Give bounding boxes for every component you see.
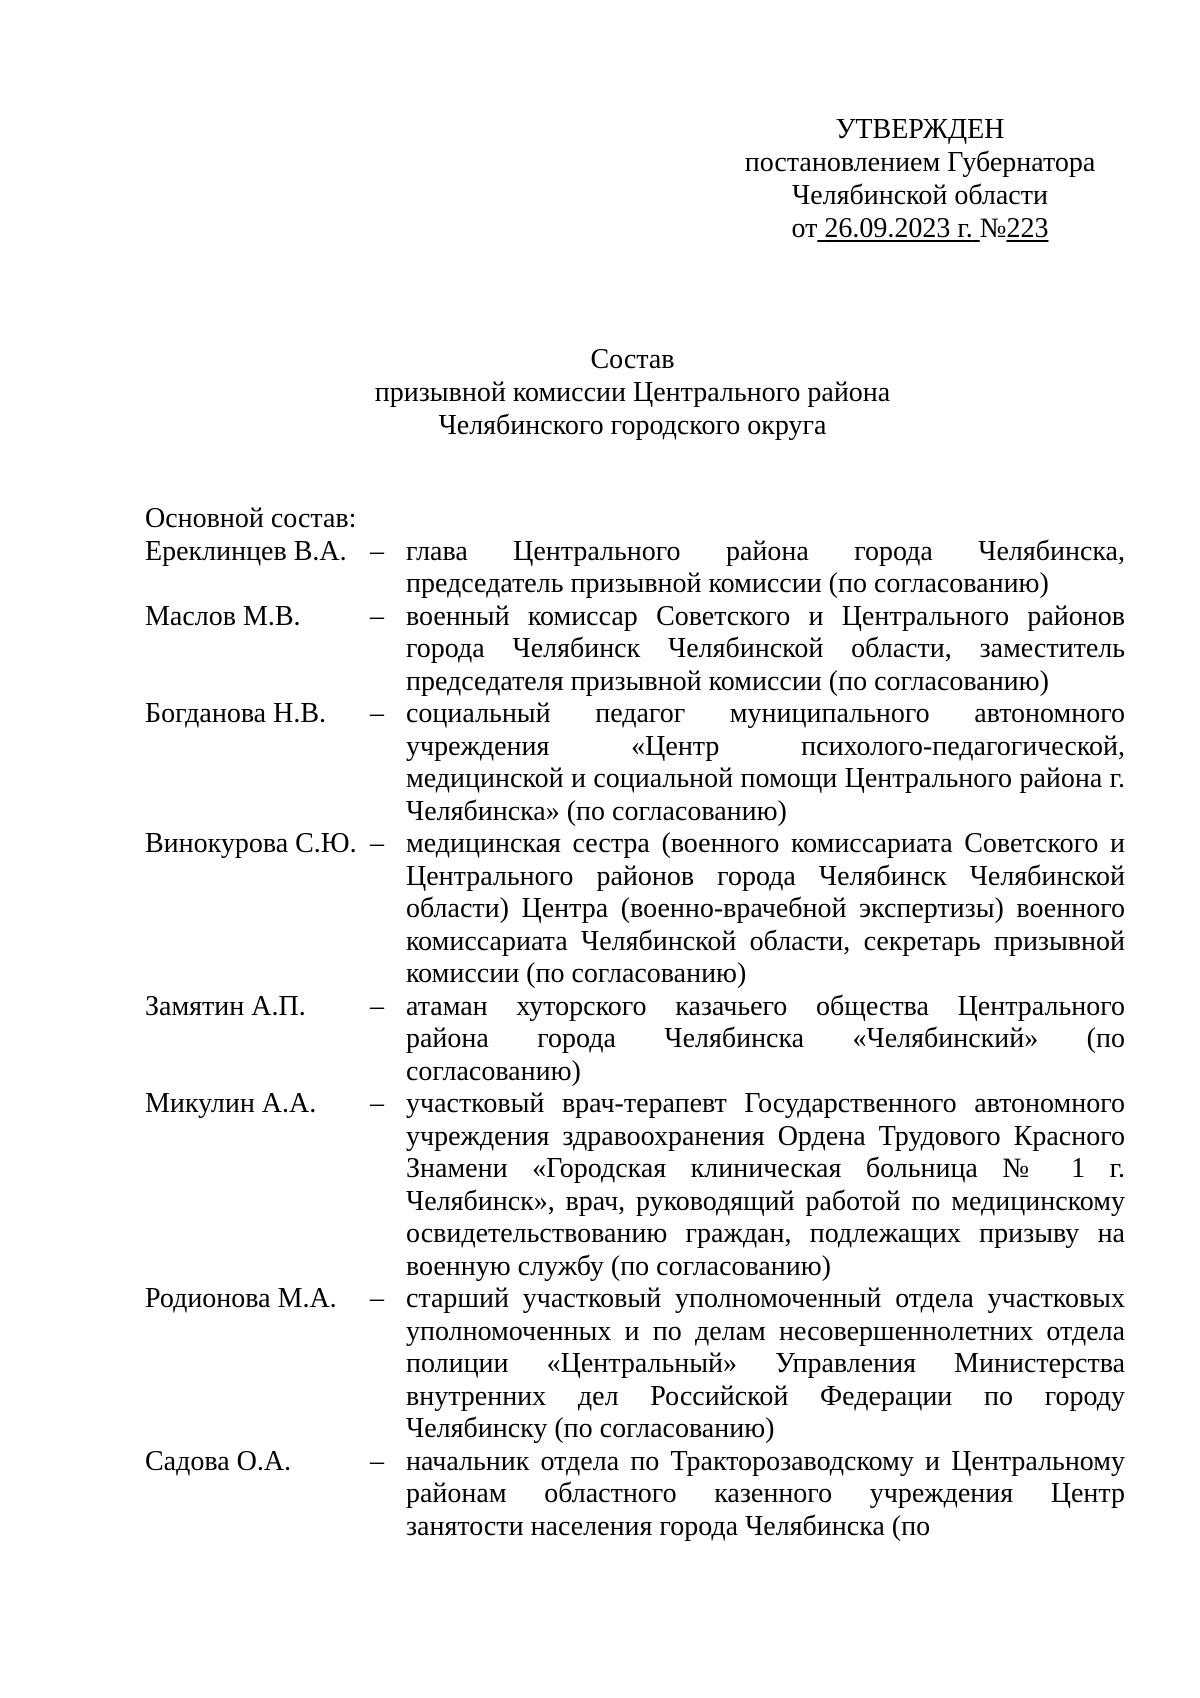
member-row [145, 698, 1125, 828]
member-name: Ереклинцев В.А. [145, 535, 347, 567]
section-heading: Основной состав: [145, 503, 357, 534]
approval-title: УТВЕРЖДЕН [835, 114, 1005, 145]
approval-date-line [740, 212, 1100, 245]
title-line-3: Челябинского городского округа [438, 410, 827, 441]
member-row [145, 536, 1125, 601]
approval-line-region: Челябинской области [792, 180, 1048, 211]
member-row [145, 1283, 1125, 1446]
approval-stamp [740, 113, 1100, 245]
member-name: Винокурова С.Ю. [145, 828, 357, 859]
document-title [0, 343, 1200, 442]
date-value: 26.09.2023 г. [824, 213, 973, 244]
dash-separator: – [370, 828, 384, 859]
title-line-2: призывной комиссии Центрального района [374, 377, 891, 408]
title-line-1: Состав [590, 344, 675, 375]
dash-separator: – [370, 1283, 384, 1314]
member-description: начальник отдела по Тракторозаводскому и Центральному районам областного казенного учреждения Центр занятости населения города Челябинска (по [406, 1445, 1125, 1542]
member-row [145, 991, 1125, 1089]
dash-separator: – [370, 698, 384, 729]
dash-separator: – [370, 600, 384, 632]
dash-separator: – [370, 990, 384, 1022]
member-name: Богданова Н.В. [145, 698, 327, 729]
member-name: Маслов М.В. [145, 600, 301, 632]
member-row [145, 828, 1125, 991]
member-row [145, 1088, 1125, 1283]
member-row [145, 601, 1125, 699]
member-name: Замятин А.П. [145, 990, 306, 1022]
member-description: военный комиссар Советского и Центрального районов города Челябинск Челябинской области, заместитель председателя призывной комиссии (по согласованию) [406, 600, 1125, 697]
number-value: 223 [1006, 213, 1049, 244]
member-description: старший участковый уполномоченный отдела участковых уполномоченных и по делам несовершеннолетних отдела полиции «Центральный» Управления Министерства внутренних дел Российской Федерации по городу Челябинску (по согласованию) [406, 1283, 1125, 1444]
member-description: социальный педагог муниципального автономного учреждения «Центр психолого-педагогической, медицинской и социальной помощи Центрального района г. Челябинска» (по согласованию) [406, 698, 1125, 827]
member-description: атаман хуторского казачьего общества Центрального района города Челябинска «Челябинский» (по согласованию) [406, 990, 1125, 1087]
member-name: Родионова М.А. [145, 1283, 337, 1314]
number-prefix: № [979, 213, 1007, 244]
member-name: Садова О.А. [145, 1445, 292, 1477]
member-list [145, 503, 1125, 1543]
member-name: Микулин А.А. [145, 1088, 317, 1119]
dash-separator: – [370, 1445, 384, 1477]
member-row [145, 1446, 1125, 1544]
member-description: глава Центрального района города Челябинска, председатель призывной комиссии (по согласованию) [406, 535, 1125, 599]
member-description: участковый врач-терапевт Государственного автономного учреждения здравоохранения Ордена Трудового Красного Знамени «Городская клиническая больница № 1 г. Челябинск», врач, руководящий работой по медицинскому освидетельствованию граждан, подлежащих призыву на военную службу (по согласованию) [406, 1088, 1125, 1282]
date-prefix: от [791, 213, 818, 244]
approval-line-decree: постановлением Губернатора [744, 147, 1096, 178]
dash-separator: – [370, 1088, 384, 1119]
member-description: медицинская сестра (военного комиссариата Советского и Центрального районов города Челябинск Челябинской области) Центра (военно-врачебной экспертизы) военного комиссариата Челябинской области, секретарь призывной комиссии (по согласованию) [406, 828, 1125, 989]
dash-separator: – [370, 535, 384, 567]
